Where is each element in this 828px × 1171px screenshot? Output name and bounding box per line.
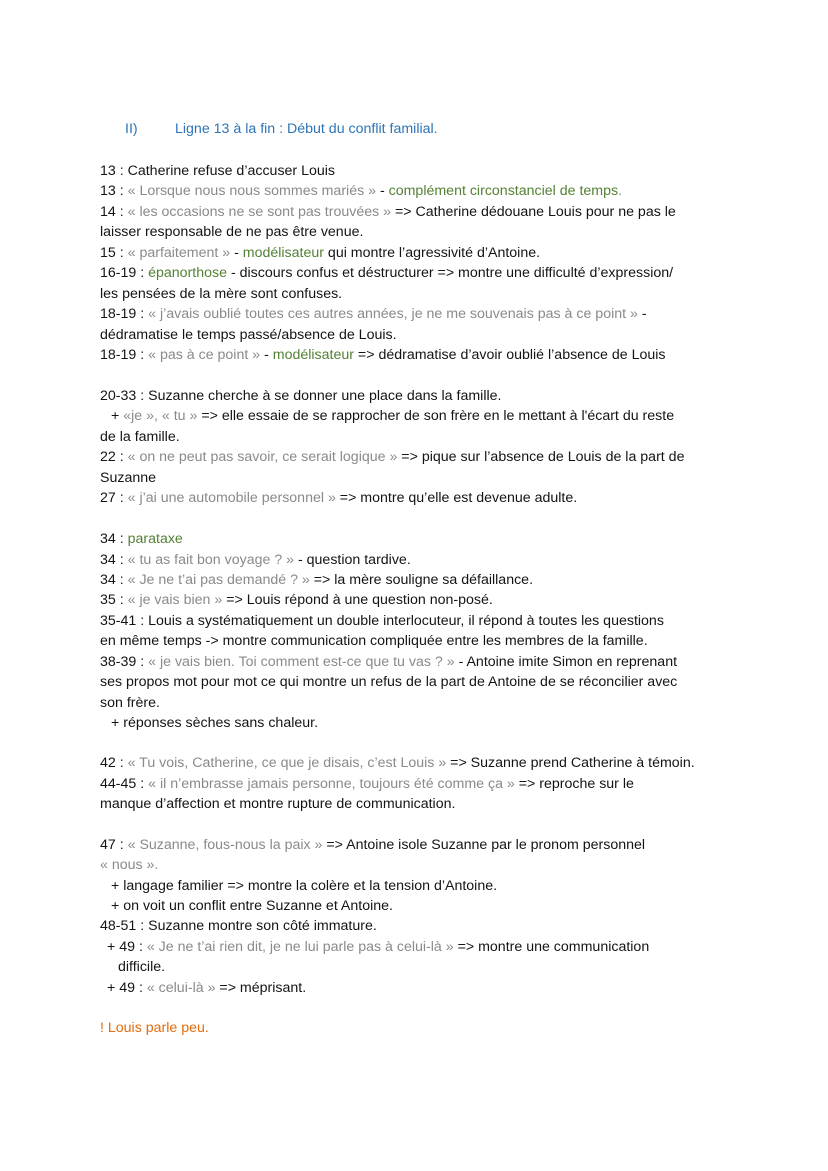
note-line: 42 : « Tu vois, Catherine, ce que je disais, c’est Louis » => Suzanne prend Catherine à témoin. [100, 755, 695, 771]
note-line: son frère. [100, 695, 160, 711]
final-note: ! Louis parle peu. [100, 1020, 209, 1036]
quote: « pas à ce point » [148, 347, 261, 363]
section-number: II) [125, 121, 138, 137]
note-line: 38-39 : « je vais bien. Toi comment est-ce que tu vas ? » - Antoine imite Simon en reprenant [100, 654, 678, 670]
note-line: + 49 : « Je ne t’ai rien dit, je ne lui parle pas à celui-là » => montre une communication [107, 939, 650, 955]
note-line: 14 : « les occasions ne se sont pas trouvées » => Catherine dédouane Louis pour ne pas le [100, 204, 676, 220]
quote: « Suzanne, fous-nous la paix » [127, 837, 323, 853]
stylistic-figure: modélisateur [242, 245, 324, 261]
note-line: ses propos mot pour mot ce qui montre un refus de la part de Antoine de se réconcilier avec [100, 674, 678, 690]
note-line: 13 : Catherine refuse d’accuser Louis [100, 163, 336, 179]
quote: « parfaitement » [127, 245, 231, 261]
note-line [100, 855, 158, 875]
quote: « les occasions ne se sont pas trouvées » [127, 204, 392, 220]
section-title: Ligne 13 à la fin : Début du conflit familial. [175, 121, 438, 137]
note-line: 18-19 : « pas à ce point » - modélisateur => dédramatise d’avoir oublié l’absence de Louis [100, 347, 666, 363]
note-line: Suzanne [100, 470, 157, 486]
stylistic-figure: modélisateur [272, 347, 354, 363]
quote: « j’avais oublié toutes ces autres années, je ne me souvenais pas à ce point » [148, 306, 638, 322]
note-line: 34 : parataxe [100, 531, 183, 547]
note-line: 22 : « on ne peut pas savoir, ce serait logique » => pique sur l’absence de Louis de la part de [100, 449, 685, 465]
quote: « il n’embrasse jamais personne, toujours été comme ça » [148, 776, 515, 792]
quote: « celui-là » [146, 980, 216, 996]
note-line: 27 : « j’ai une automobile personnel » => montre qu’elle est devenue adulte. [100, 490, 578, 506]
note-line: + on voit un conflit entre Suzanne et Antoine. [111, 898, 393, 914]
note-line: manque d’affection et montre rupture de communication. [100, 796, 456, 812]
quote: « Lorsque nous nous sommes mariés » [127, 183, 377, 199]
note-line: 15 : « parfaitement » - modélisateur qui montre l’agressivité d’Antoine. [100, 245, 541, 261]
note-line: de la famille. [100, 429, 180, 445]
note-line: 35-41 : Louis a systématiquement un double interlocuteur, il répond à toutes les questions [100, 613, 664, 629]
quote: « je vais bien » [127, 592, 223, 608]
note-line: 34 : « tu as fait bon voyage ? » - question tardive. [100, 552, 411, 568]
quote: «je », « tu » [123, 408, 198, 424]
note-line: + «je », « tu » => elle essaie de se rapprocher de son frère en le mettant à l'écart du reste [111, 408, 675, 424]
note-line: 20-33 : Suzanne cherche à se donner une place dans la famille. [100, 388, 502, 404]
note-line: difficile. [118, 959, 166, 975]
stylistic-figure: complément circonstanciel de temps [388, 183, 619, 199]
quote: « Je ne t’ai rien dit, je ne lui parle pas à celui-là » [146, 939, 454, 955]
note-line: les pensées de la mère sont confuses. [100, 286, 343, 302]
note-line: 47 : « Suzanne, fous-nous la paix » => Antoine isole Suzanne par le pronom personnel [100, 837, 646, 853]
note-line: en même temps -> montre communication compliquée entre les membres de la famille. [100, 633, 648, 649]
note-line: + langage familier => montre la colère et la tension d’Antoine. [111, 878, 498, 894]
note-line: 34 : « Je ne t’ai pas demandé ? » => la mère souligne sa défaillance. [100, 572, 534, 588]
note-line: + 49 : « celui-là » => méprisant. [107, 980, 307, 996]
stylistic-figure: épanorthose [148, 265, 228, 281]
quote: « Tu vois, Catherine, ce que je disais, c’est Louis » [127, 755, 447, 771]
note-line: laisser responsable de ne pas être venue. [100, 224, 364, 240]
note-line: 35 : « je vais bien » => Louis répond à une question non-posé. [100, 592, 493, 608]
section-heading [125, 121, 438, 137]
quote: « nous ». [100, 857, 159, 873]
note-line: 13 : « Lorsque nous nous sommes mariés » - complément circonstanciel de temps. [100, 183, 623, 199]
quote: « je vais bien. Toi comment est-ce que tu vas ? » [148, 654, 455, 670]
note-line: dédramatise le temps passé/absence de Louis. [100, 327, 397, 343]
quote: « on ne peut pas savoir, ce serait logique » [127, 449, 398, 465]
note-line: 18-19 : « j’avais oublié toutes ces autres années, je ne me souvenais pas à ce point » - [100, 306, 647, 322]
stylistic-figure: parataxe [127, 531, 183, 547]
quote: « Je ne t’ai pas demandé ? » [127, 572, 310, 588]
note-line: 44-45 : « il n’embrasse jamais personne, toujours été comme ça » => reproche sur le [100, 776, 634, 792]
quote: « j’ai une automobile personnel » [127, 490, 336, 506]
note-line: 16-19 : épanorthose - discours confus et déstructurer => montre une difficulté d’expression/ [100, 265, 674, 281]
note-line: 48-51 : Suzanne montre son côté immature. [100, 918, 377, 934]
note-line: + réponses sèches sans chaleur. [111, 715, 319, 731]
quote: « tu as fait bon voyage ? » [127, 552, 295, 568]
